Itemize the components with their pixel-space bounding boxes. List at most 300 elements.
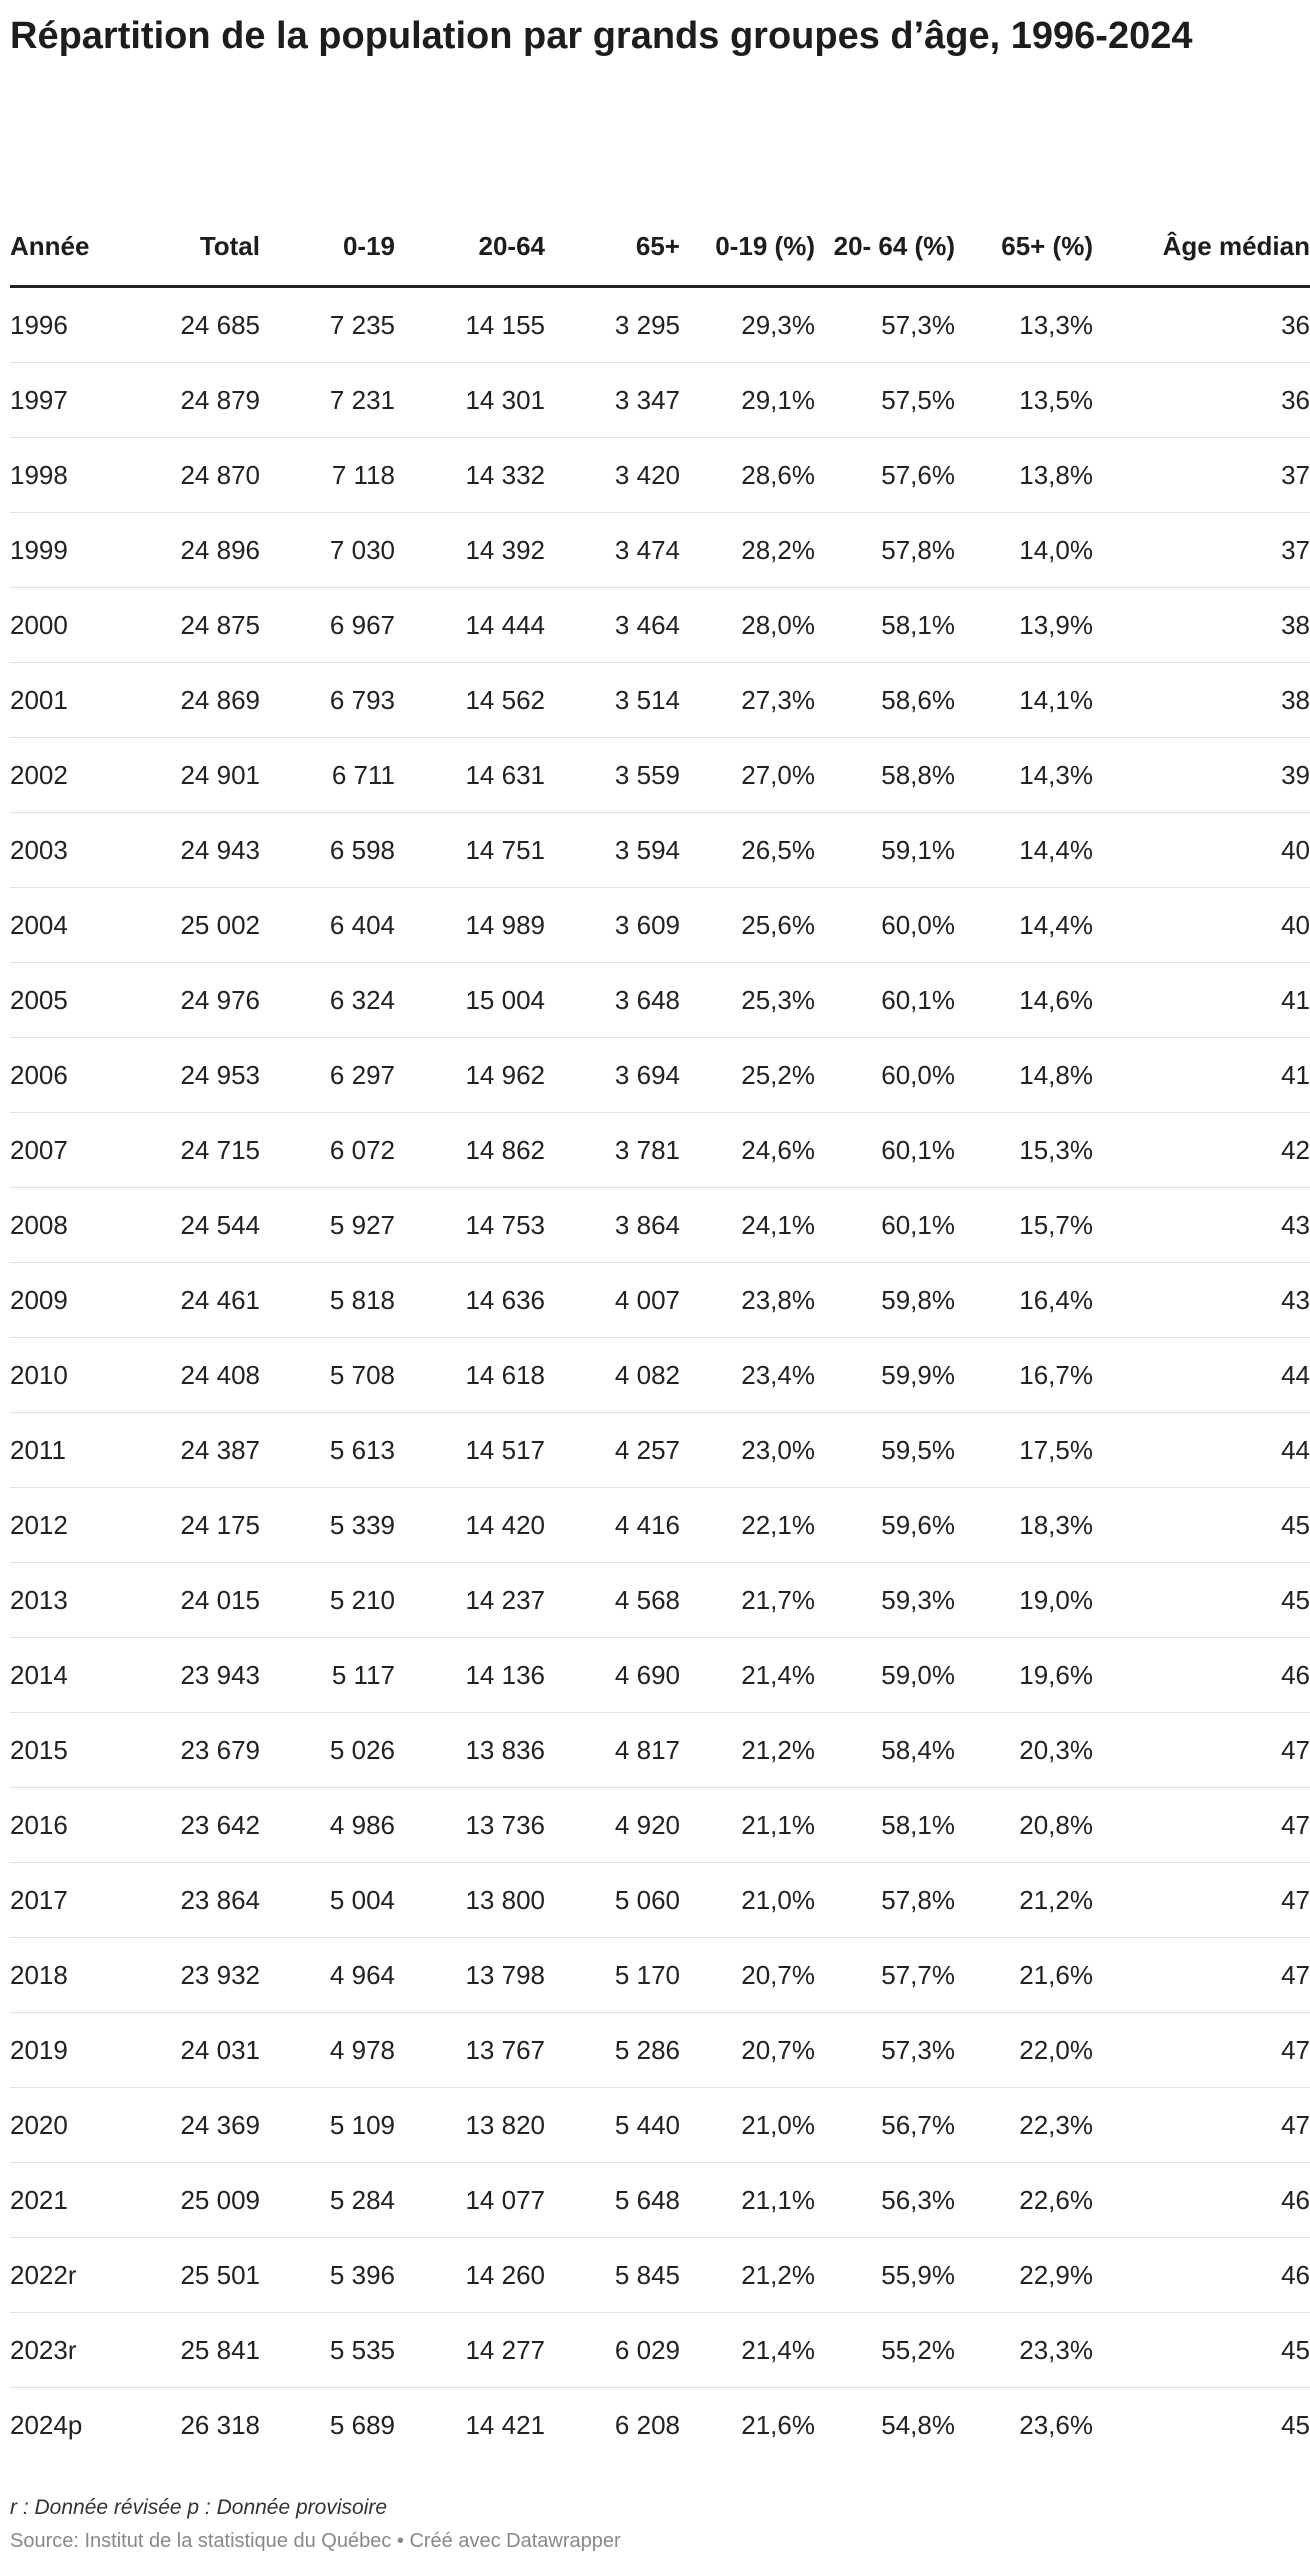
cell-g65: 3 295 bbox=[545, 286, 680, 362]
table-row bbox=[10, 1637, 1310, 1712]
cell-g20_64: 14 862 bbox=[395, 1112, 545, 1187]
cell-g65: 3 420 bbox=[545, 437, 680, 512]
cell-age: 39 bbox=[1093, 737, 1310, 812]
cell-g65: 3 781 bbox=[545, 1112, 680, 1187]
cell-g0_19: 6 297 bbox=[260, 1037, 395, 1112]
cell-p20_64: 58,1% bbox=[815, 587, 955, 662]
cell-annee: 2022r bbox=[10, 2237, 120, 2312]
table-row bbox=[10, 1487, 1310, 1562]
table-notes: r : Donnée révisée p : Donnée provisoire bbox=[10, 2496, 388, 2519]
cell-g20_64: 14 989 bbox=[395, 887, 545, 962]
table-row bbox=[10, 1037, 1310, 1112]
cell-p65: 21,2% bbox=[955, 1862, 1093, 1937]
cell-p0_19: 22,1% bbox=[680, 1487, 815, 1562]
cell-age: 43 bbox=[1093, 1187, 1310, 1262]
cell-g0_19: 5 026 bbox=[260, 1712, 395, 1787]
column-header-20-64[interactable]: 20-64 bbox=[395, 158, 545, 286]
cell-g20_64: 14 155 bbox=[395, 286, 545, 362]
cell-p0_19: 23,8% bbox=[680, 1262, 815, 1337]
cell-age: 47 bbox=[1093, 2087, 1310, 2162]
table-row bbox=[10, 887, 1310, 962]
cell-g65: 3 864 bbox=[545, 1187, 680, 1262]
cell-g0_19: 5 004 bbox=[260, 1862, 395, 1937]
cell-total: 25 501 bbox=[120, 2237, 260, 2312]
cell-p65: 14,0% bbox=[955, 512, 1093, 587]
cell-age: 43 bbox=[1093, 1262, 1310, 1337]
cell-g20_64: 14 421 bbox=[465, 2409, 545, 2440]
cell-g0_19: 5 284 bbox=[260, 2162, 395, 2237]
table-row bbox=[10, 1412, 1310, 1487]
cell-g20_64: 14 077 bbox=[395, 2162, 545, 2237]
cell-p0_19: 20,7% bbox=[680, 2012, 815, 2087]
cell-g65: 5 648 bbox=[545, 2162, 680, 2237]
cell-g0_19: 7 235 bbox=[260, 286, 395, 362]
cell-g20_64: 14 260 bbox=[395, 2237, 545, 2312]
chart-title: Répartition de la population par grands groupes d’âge, 1996-2024 bbox=[10, 15, 1193, 57]
cell-annee: 2019 bbox=[10, 2012, 120, 2087]
cell-g0_19: 4 986 bbox=[260, 1787, 395, 1862]
cell-annee: 2011 bbox=[10, 1412, 120, 1487]
cell-p0_19: 21,2% bbox=[680, 1712, 815, 1787]
cell-total: 24 544 bbox=[120, 1187, 260, 1262]
cell-g20_64: 14 444 bbox=[395, 587, 545, 662]
cell-p20_64: 60,1% bbox=[815, 962, 955, 1037]
cell-p65: 13,3% bbox=[955, 286, 1093, 362]
cell-g0_19: 5 396 bbox=[260, 2237, 395, 2312]
column-header-65-plus[interactable]: 65+ bbox=[545, 158, 680, 286]
cell-annee: 2018 bbox=[10, 1937, 120, 2012]
cell-g20_64: 14 962 bbox=[395, 1037, 545, 1112]
table-row bbox=[10, 1937, 1310, 2012]
cell-p65: 13,5% bbox=[955, 362, 1093, 437]
cell-p20_64: 57,5% bbox=[815, 362, 955, 437]
cell-g0_19: 5 535 bbox=[260, 2312, 395, 2387]
cell-p20_64: 55,9% bbox=[815, 2237, 955, 2312]
cell-annee: 2020 bbox=[10, 2087, 120, 2162]
cell-g0_19: 7 231 bbox=[260, 362, 395, 437]
cell-g65: 4 568 bbox=[545, 1562, 680, 1637]
cell-g65: 4 082 bbox=[545, 1337, 680, 1412]
cell-g20_64: 14 631 bbox=[395, 737, 545, 812]
cell-annee: 2023r bbox=[10, 2312, 120, 2387]
cell-p0_19: 21,4% bbox=[680, 1637, 815, 1712]
cell-annee: 1998 bbox=[10, 437, 120, 512]
cell-p65: 19,6% bbox=[955, 1637, 1093, 1712]
cell-g20_64: 13 820 bbox=[395, 2087, 545, 2162]
cell-p65: 14,3% bbox=[955, 737, 1093, 812]
cell-total: 23 679 bbox=[120, 1712, 260, 1787]
cell-p20_64: 60,1% bbox=[815, 1187, 955, 1262]
cell-age: 45 bbox=[1093, 2312, 1310, 2387]
cell-age: 45 bbox=[1281, 2409, 1310, 2440]
cell-annee: 2024p bbox=[10, 2409, 83, 2440]
cell-age: 45 bbox=[1093, 1562, 1310, 1637]
cell-annee: 2012 bbox=[10, 1487, 120, 1562]
table-row bbox=[10, 1562, 1310, 1637]
cell-g65: 3 474 bbox=[545, 512, 680, 587]
column-header-0-19-pct[interactable]: 0-19 (%) bbox=[680, 158, 815, 286]
cell-p65: 14,6% bbox=[955, 962, 1093, 1037]
cell-p0_19: 27,3% bbox=[680, 662, 815, 737]
cell-p0_19: 21,0% bbox=[680, 1862, 815, 1937]
cell-p20_64: 57,7% bbox=[815, 1937, 955, 2012]
cell-total: 24 976 bbox=[120, 962, 260, 1037]
cell-p0_19: 23,4% bbox=[680, 1337, 815, 1412]
cell-annee: 1999 bbox=[10, 512, 120, 587]
cell-g0_19: 6 598 bbox=[260, 812, 395, 887]
cell-p20_64: 60,0% bbox=[815, 887, 955, 962]
table-row bbox=[10, 1712, 1310, 1787]
cell-p20_64: 60,1% bbox=[815, 1112, 955, 1187]
cell-g0_19: 5 818 bbox=[260, 1262, 395, 1337]
cell-annee: 2013 bbox=[10, 1562, 120, 1637]
cell-total: 24 869 bbox=[120, 662, 260, 737]
cell-p0_19: 28,2% bbox=[680, 512, 815, 587]
source-credit: Source: Institut de la statistique du Québec • Créé avec Datawrapper bbox=[10, 2530, 621, 2552]
cell-p65: 14,8% bbox=[955, 1037, 1093, 1112]
cell-total: 25 009 bbox=[120, 2162, 260, 2237]
cell-p65: 15,3% bbox=[955, 1112, 1093, 1187]
cell-annee: 2008 bbox=[10, 1187, 120, 1262]
cell-p20_64: 58,6% bbox=[815, 662, 955, 737]
cell-g0_19: 6 967 bbox=[260, 587, 395, 662]
table-row bbox=[10, 737, 1310, 812]
cell-total: 24 408 bbox=[120, 1337, 260, 1412]
cell-annee: 2000 bbox=[10, 587, 120, 662]
cell-g0_19: 5 210 bbox=[260, 1562, 395, 1637]
cell-total: 24 685 bbox=[120, 286, 260, 362]
cell-p0_19: 21,0% bbox=[680, 2087, 815, 2162]
cell-total: 24 369 bbox=[120, 2087, 260, 2162]
cell-p65: 14,4% bbox=[955, 812, 1093, 887]
column-header-65-plus-pct[interactable]: 65+ (%) bbox=[955, 158, 1093, 286]
cell-p20_64: 57,8% bbox=[815, 512, 955, 587]
data-table-container bbox=[10, 158, 1310, 2462]
cell-g65: 3 464 bbox=[545, 587, 680, 662]
cell-g20_64: 14 618 bbox=[395, 1337, 545, 1412]
column-header-20-64-pct[interactable]: 20- 64 (%) bbox=[815, 158, 955, 286]
cell-total: 25 002 bbox=[120, 887, 260, 962]
cell-annee: 2015 bbox=[10, 1712, 120, 1787]
cell-p20_64: 55,2% bbox=[815, 2312, 955, 2387]
cell-age: 42 bbox=[1093, 1112, 1310, 1187]
cell-p0_19: 21,7% bbox=[680, 1562, 815, 1637]
cell-age: 46 bbox=[1093, 2237, 1310, 2312]
cell-total: 24 387 bbox=[120, 1412, 260, 1487]
table-row bbox=[10, 1187, 1310, 1262]
cell-g65: 5 060 bbox=[545, 1862, 680, 1937]
cell-age: 40 bbox=[1093, 887, 1310, 962]
cell-total: 23 642 bbox=[120, 1787, 260, 1862]
cell-age: 47 bbox=[1093, 1937, 1310, 2012]
cell-total: 23 932 bbox=[120, 1937, 260, 2012]
cell-g65: 5 845 bbox=[545, 2237, 680, 2312]
table-row bbox=[10, 286, 1310, 362]
table-row bbox=[10, 1337, 1310, 1412]
table-row bbox=[10, 2087, 1310, 2162]
cell-age: 41 bbox=[1093, 962, 1310, 1037]
cell-g65: 5 286 bbox=[545, 2012, 680, 2087]
cell-p20_64: 58,8% bbox=[815, 737, 955, 812]
cell-p0_19: 28,6% bbox=[680, 437, 815, 512]
cell-age: 46 bbox=[1093, 1637, 1310, 1712]
cell-age: 36 bbox=[1093, 362, 1310, 437]
cell-annee: 1997 bbox=[10, 362, 120, 437]
cell-g0_19: 5 339 bbox=[260, 1487, 395, 1562]
cell-age: 47 bbox=[1093, 1787, 1310, 1862]
cell-g20_64: 13 736 bbox=[395, 1787, 545, 1862]
cell-g20_64: 14 301 bbox=[395, 362, 545, 437]
cell-p65: 19,0% bbox=[955, 1562, 1093, 1637]
cell-g20_64: 14 277 bbox=[395, 2312, 545, 2387]
cell-g0_19: 4 978 bbox=[260, 2012, 395, 2087]
cell-p20_64: 54,8% bbox=[881, 2409, 955, 2440]
cell-g20_64: 14 517 bbox=[395, 1412, 545, 1487]
cell-g65: 5 170 bbox=[545, 1937, 680, 2012]
cell-g0_19: 6 404 bbox=[260, 887, 395, 962]
table-row bbox=[10, 962, 1310, 1037]
cell-annee: 2006 bbox=[10, 1037, 120, 1112]
cell-p20_64: 60,0% bbox=[815, 1037, 955, 1112]
cell-p0_19: 21,6% bbox=[741, 2409, 815, 2440]
cell-g0_19: 5 117 bbox=[260, 1637, 395, 1712]
cell-p20_64: 57,8% bbox=[815, 1862, 955, 1937]
cell-g0_19: 7 030 bbox=[260, 512, 395, 587]
cell-p0_19: 26,5% bbox=[680, 812, 815, 887]
cell-g0_19: 5 708 bbox=[260, 1337, 395, 1412]
cell-p65: 21,6% bbox=[955, 1937, 1093, 2012]
cell-p0_19: 25,6% bbox=[680, 887, 815, 962]
cell-p65: 14,1% bbox=[955, 662, 1093, 737]
cell-total: 24 953 bbox=[120, 1037, 260, 1112]
cell-g0_19: 5 927 bbox=[260, 1187, 395, 1262]
cell-annee: 2005 bbox=[10, 962, 120, 1037]
cell-g0_19: 7 118 bbox=[260, 437, 395, 512]
cell-p20_64: 56,7% bbox=[815, 2087, 955, 2162]
cell-g65: 4 007 bbox=[545, 1262, 680, 1337]
cell-annee: 1996 bbox=[10, 286, 120, 362]
table-row bbox=[10, 812, 1310, 887]
cell-p65: 16,4% bbox=[955, 1262, 1093, 1337]
cell-g20_64: 14 237 bbox=[395, 1562, 545, 1637]
cell-g0_19: 5 613 bbox=[260, 1412, 395, 1487]
cell-g20_64: 13 836 bbox=[395, 1712, 545, 1787]
cell-age: 47 bbox=[1093, 1712, 1310, 1787]
cell-p65: 18,3% bbox=[955, 1487, 1093, 1562]
cell-annee: 2004 bbox=[10, 887, 120, 962]
cell-age: 45 bbox=[1093, 1487, 1310, 1562]
cell-g20_64: 15 004 bbox=[395, 962, 545, 1037]
cell-p0_19: 27,0% bbox=[680, 737, 815, 812]
cell-p20_64: 58,4% bbox=[815, 1712, 955, 1787]
cell-g65: 3 609 bbox=[545, 887, 680, 962]
cell-annee: 2014 bbox=[10, 1637, 120, 1712]
cell-p0_19: 23,0% bbox=[680, 1412, 815, 1487]
cell-p0_19: 21,1% bbox=[680, 2162, 815, 2237]
cell-g65: 4 257 bbox=[545, 1412, 680, 1487]
cell-p65: 15,7% bbox=[955, 1187, 1093, 1262]
cell-g65: 3 594 bbox=[545, 812, 680, 887]
cell-p20_64: 56,3% bbox=[815, 2162, 955, 2237]
cell-age: 47 bbox=[1093, 2012, 1310, 2087]
table-row bbox=[10, 1262, 1310, 1337]
cell-annee: 2001 bbox=[10, 662, 120, 737]
cell-g65: 4 817 bbox=[545, 1712, 680, 1787]
cell-p0_19: 25,2% bbox=[680, 1037, 815, 1112]
cell-g65: 3 648 bbox=[545, 962, 680, 1037]
cell-g20_64: 13 767 bbox=[395, 2012, 545, 2087]
table-row bbox=[10, 1787, 1310, 1862]
cell-g0_19: 6 711 bbox=[260, 737, 395, 812]
cell-total: 24 896 bbox=[120, 512, 260, 587]
cell-total: 24 875 bbox=[120, 587, 260, 662]
cell-p65: 20,3% bbox=[955, 1712, 1093, 1787]
cell-age: 37 bbox=[1093, 437, 1310, 512]
cell-p20_64: 59,1% bbox=[815, 812, 955, 887]
cell-total: 25 841 bbox=[120, 2312, 260, 2387]
table-row bbox=[10, 1862, 1310, 1937]
cell-total: 26 318 bbox=[180, 2409, 260, 2440]
table-row bbox=[10, 2387, 1310, 2462]
cell-total: 24 901 bbox=[120, 737, 260, 812]
cell-age: 47 bbox=[1093, 1862, 1310, 1937]
cell-g0_19: 6 072 bbox=[260, 1112, 395, 1187]
column-header-total[interactable]: Total bbox=[120, 158, 260, 286]
cell-annee: 2010 bbox=[10, 1337, 120, 1412]
cell-g20_64: 14 636 bbox=[395, 1262, 545, 1337]
cell-age: 37 bbox=[1093, 512, 1310, 587]
cell-p0_19: 29,3% bbox=[680, 286, 815, 362]
cell-p65: 13,8% bbox=[955, 437, 1093, 512]
cell-p0_19: 24,6% bbox=[680, 1112, 815, 1187]
cell-age: 44 bbox=[1093, 1337, 1310, 1412]
column-header-0-19[interactable]: 0-19 bbox=[260, 158, 395, 286]
cell-total: 24 879 bbox=[120, 362, 260, 437]
cell-total: 24 031 bbox=[120, 2012, 260, 2087]
cell-total: 23 864 bbox=[120, 1862, 260, 1937]
cell-p20_64: 59,5% bbox=[815, 1412, 955, 1487]
cell-p0_19: 29,1% bbox=[680, 362, 815, 437]
cell-g0_19: 5 689 bbox=[329, 2409, 395, 2440]
cell-g20_64: 13 798 bbox=[395, 1937, 545, 2012]
cell-p20_64: 57,3% bbox=[815, 286, 955, 362]
cell-age: 38 bbox=[1093, 587, 1310, 662]
cell-total: 24 015 bbox=[120, 1562, 260, 1637]
column-header-age-median[interactable]: Âge médian bbox=[1093, 158, 1310, 286]
cell-annee: 2017 bbox=[10, 1862, 120, 1937]
cell-p65: 13,9% bbox=[955, 587, 1093, 662]
cell-annee: 2003 bbox=[10, 812, 120, 887]
cell-g65: 3 559 bbox=[545, 737, 680, 812]
table-row bbox=[10, 2312, 1310, 2387]
cell-p65: 16,7% bbox=[955, 1337, 1093, 1412]
cell-p65: 17,5% bbox=[955, 1412, 1093, 1487]
cell-g20_64: 14 332 bbox=[395, 437, 545, 512]
cell-p65: 22,6% bbox=[955, 2162, 1093, 2237]
cell-g65: 4 416 bbox=[545, 1487, 680, 1562]
cell-g20_64: 14 562 bbox=[395, 662, 545, 737]
cell-g65: 6 029 bbox=[545, 2312, 680, 2387]
table-row bbox=[10, 362, 1310, 437]
cell-g20_64: 14 392 bbox=[395, 512, 545, 587]
table-body bbox=[10, 286, 1310, 2462]
cell-g65: 3 694 bbox=[545, 1037, 680, 1112]
table-row bbox=[10, 2012, 1310, 2087]
cell-annee: 2002 bbox=[10, 737, 120, 812]
cell-age: 41 bbox=[1093, 1037, 1310, 1112]
cell-age: 36 bbox=[1093, 286, 1310, 362]
cell-g65: 4 690 bbox=[545, 1637, 680, 1712]
column-header-annee[interactable]: Année bbox=[10, 158, 120, 286]
cell-p0_19: 28,0% bbox=[680, 587, 815, 662]
cell-g65: 6 208 bbox=[614, 2409, 680, 2440]
cell-p20_64: 59,6% bbox=[815, 1487, 955, 1562]
cell-p0_19: 21,2% bbox=[680, 2237, 815, 2312]
cell-p65: 23,6% bbox=[1019, 2409, 1093, 2440]
table-row bbox=[10, 662, 1310, 737]
cell-annee: 2009 bbox=[10, 1262, 120, 1337]
cell-g20_64: 14 420 bbox=[395, 1487, 545, 1562]
cell-p65: 14,4% bbox=[955, 887, 1093, 962]
cell-annee: 2021 bbox=[10, 2162, 120, 2237]
cell-g0_19: 4 964 bbox=[260, 1937, 395, 2012]
cell-total: 24 715 bbox=[120, 1112, 260, 1187]
table-header-row bbox=[10, 158, 1310, 286]
cell-p20_64: 58,1% bbox=[815, 1787, 955, 1862]
cell-age: 38 bbox=[1093, 662, 1310, 737]
cell-total: 24 943 bbox=[120, 812, 260, 887]
cell-g0_19: 6 324 bbox=[260, 962, 395, 1037]
cell-g20_64: 14 136 bbox=[395, 1637, 545, 1712]
cell-age: 40 bbox=[1093, 812, 1310, 887]
cell-g65: 3 514 bbox=[545, 662, 680, 737]
table-row bbox=[10, 437, 1310, 512]
cell-p20_64: 59,0% bbox=[815, 1637, 955, 1712]
cell-p65: 20,8% bbox=[955, 1787, 1093, 1862]
cell-g65: 5 440 bbox=[545, 2087, 680, 2162]
cell-p65: 22,0% bbox=[955, 2012, 1093, 2087]
cell-g65: 4 920 bbox=[545, 1787, 680, 1862]
cell-p0_19: 25,3% bbox=[680, 962, 815, 1037]
cell-p0_19: 21,1% bbox=[680, 1787, 815, 1862]
cell-p20_64: 59,3% bbox=[815, 1562, 955, 1637]
cell-age: 46 bbox=[1093, 2162, 1310, 2237]
cell-g20_64: 14 753 bbox=[395, 1187, 545, 1262]
cell-p20_64: 57,3% bbox=[815, 2012, 955, 2087]
cell-g0_19: 5 109 bbox=[260, 2087, 395, 2162]
table-row bbox=[10, 2162, 1310, 2237]
data-table bbox=[10, 158, 1310, 2462]
cell-p65: 22,9% bbox=[955, 2237, 1093, 2312]
table-row bbox=[10, 1112, 1310, 1187]
cell-total: 23 943 bbox=[120, 1637, 260, 1712]
table-row bbox=[10, 587, 1310, 662]
cell-g0_19: 6 793 bbox=[260, 662, 395, 737]
cell-p0_19: 21,4% bbox=[680, 2312, 815, 2387]
cell-g20_64: 13 800 bbox=[395, 1862, 545, 1937]
cell-g65: 3 347 bbox=[545, 362, 680, 437]
cell-p65: 23,3% bbox=[955, 2312, 1093, 2387]
cell-p0_19: 24,1% bbox=[680, 1187, 815, 1262]
cell-g20_64: 14 751 bbox=[395, 812, 545, 887]
table-row bbox=[10, 2237, 1310, 2312]
table-row bbox=[10, 512, 1310, 587]
cell-annee: 2007 bbox=[10, 1112, 120, 1187]
cell-total: 24 461 bbox=[120, 1262, 260, 1337]
cell-total: 24 175 bbox=[120, 1487, 260, 1562]
cell-p20_64: 59,9% bbox=[815, 1337, 955, 1412]
cell-p20_64: 57,6% bbox=[815, 437, 955, 512]
